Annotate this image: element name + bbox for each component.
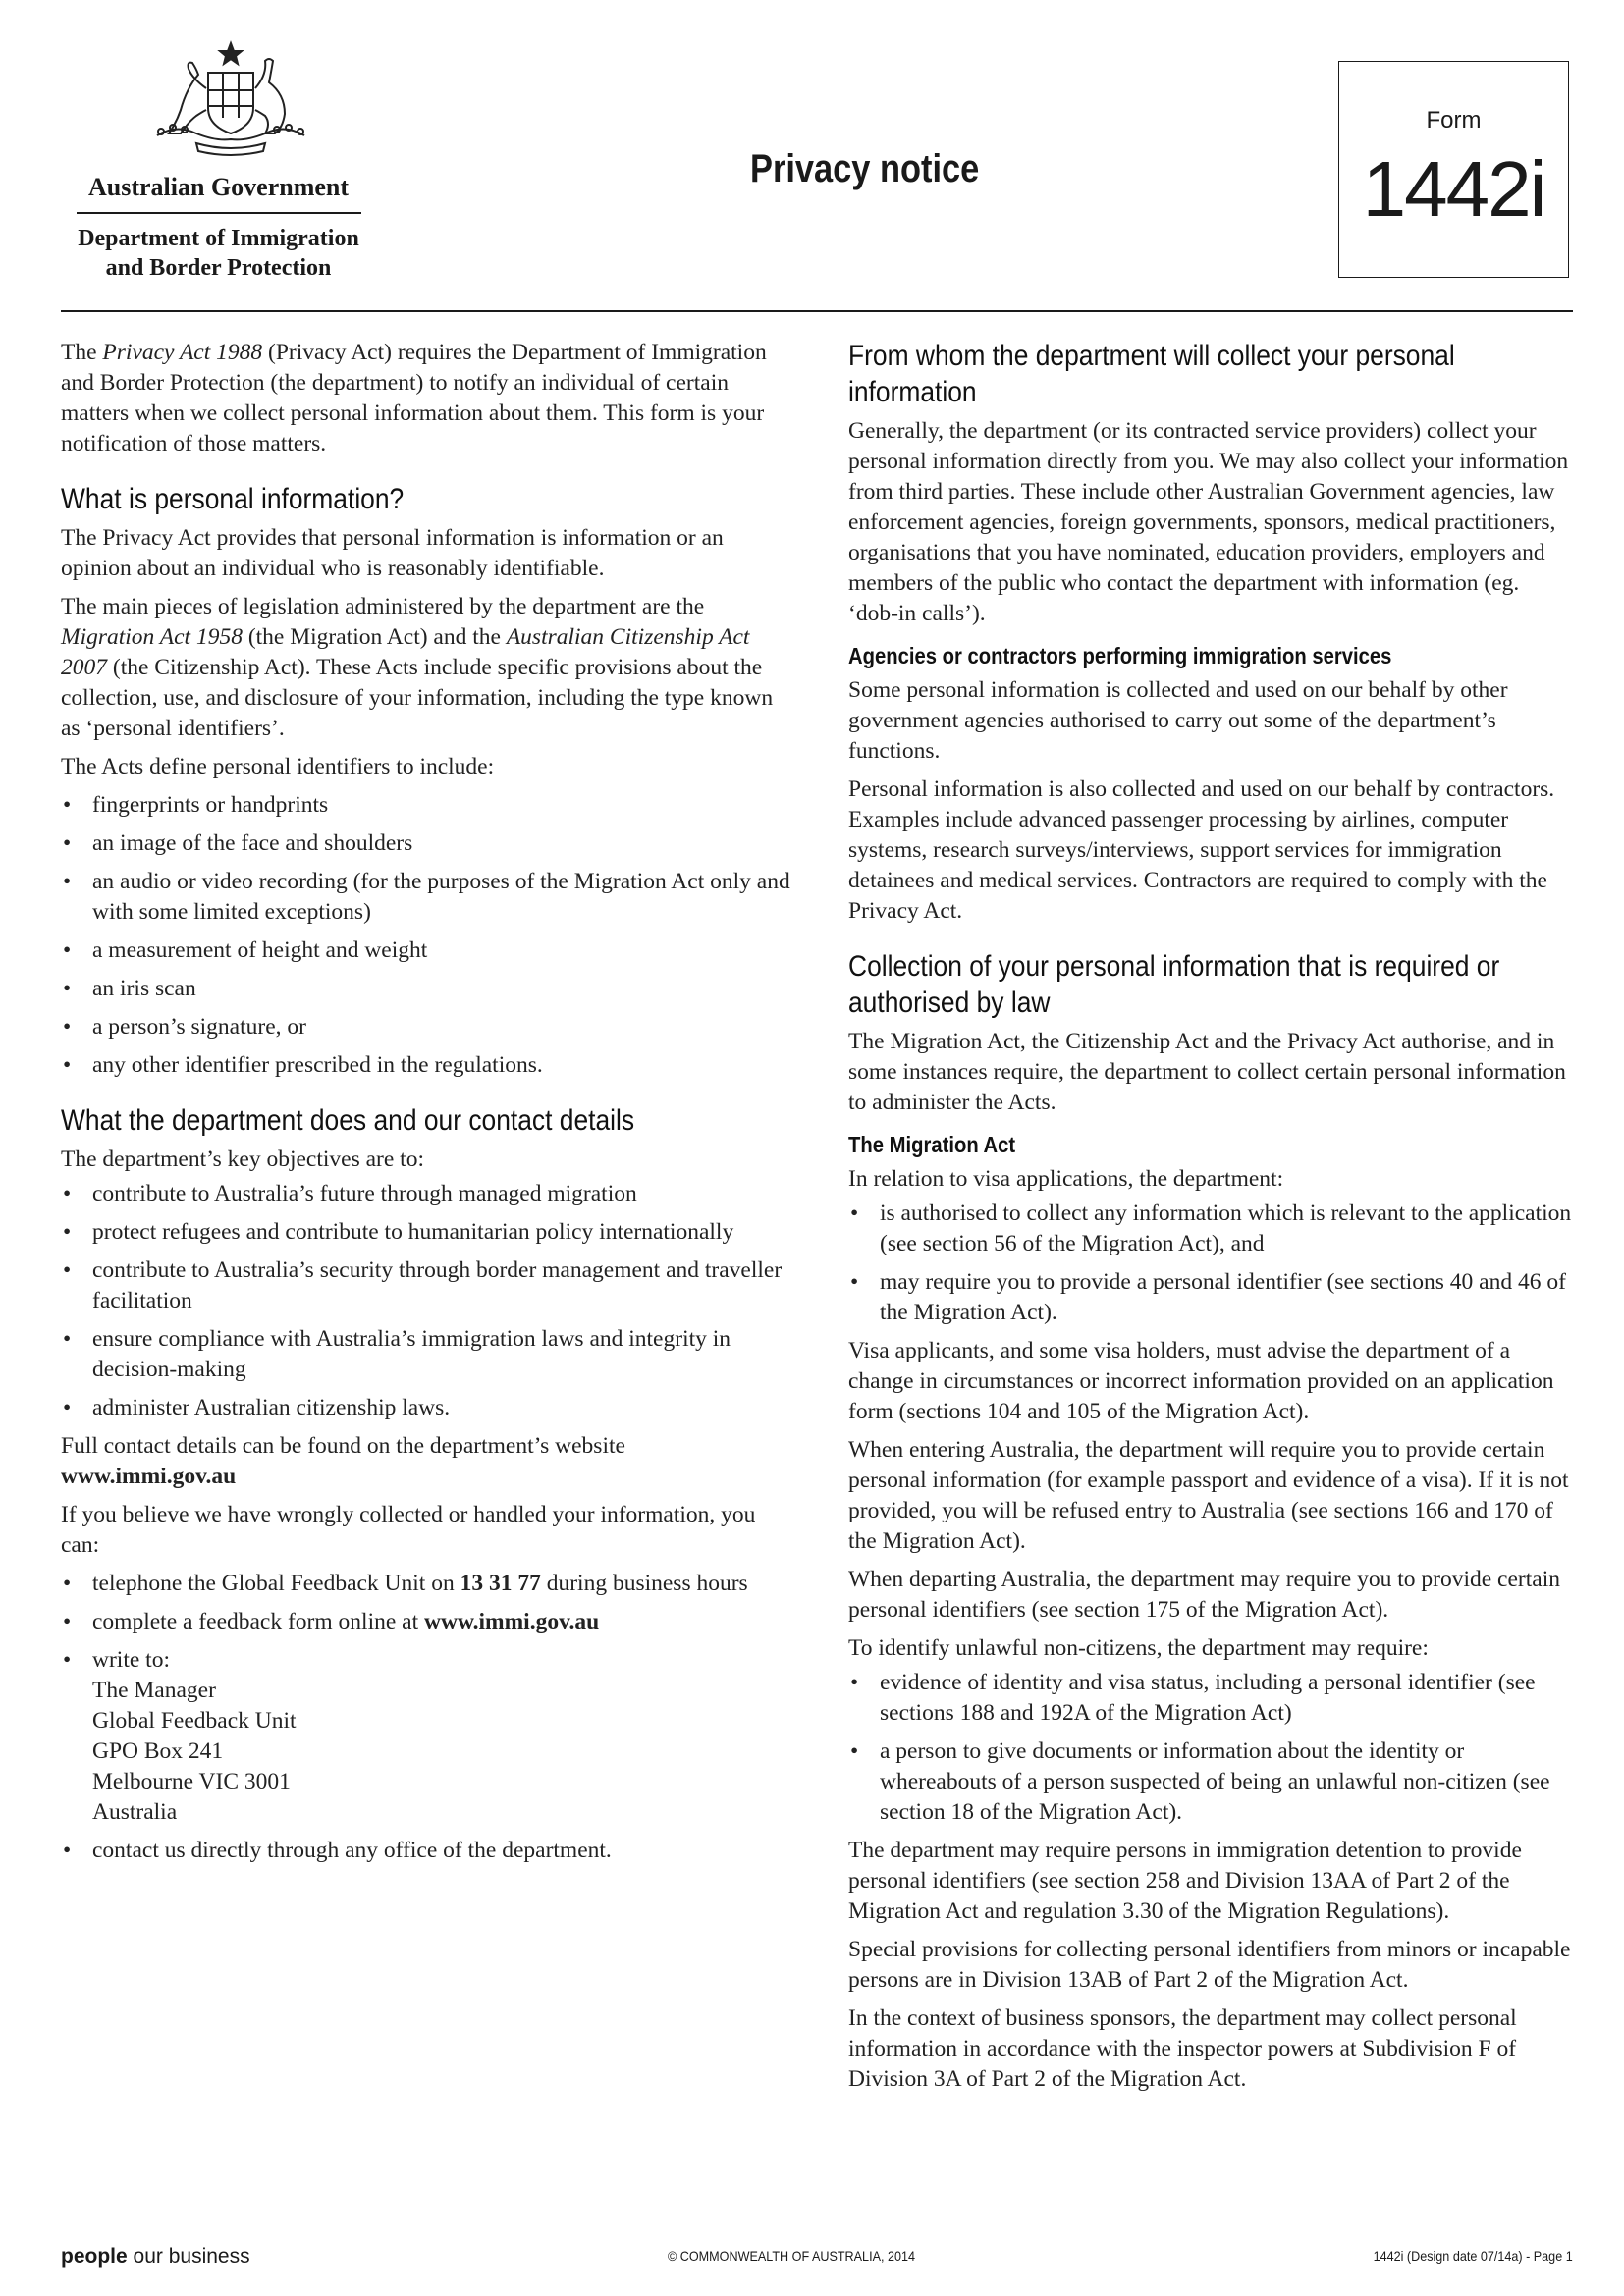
- department-name-line2: and Border Protection: [105, 255, 332, 281]
- list-item: • an image of the face and shoulders: [61, 828, 791, 859]
- migration-act-title: Migration Act 1958: [61, 624, 243, 650]
- address-line: Global Feedback Unit: [92, 1708, 297, 1734]
- feedback-link[interactable]: www.immi.gov.au: [424, 1609, 600, 1634]
- left-column: [61, 338, 791, 1874]
- government-name: Australian Government: [87, 173, 350, 201]
- unlawful-list: [848, 1668, 1575, 1828]
- citizenship-act-title: Australian Citizenship Act 2007: [61, 624, 750, 680]
- page-title: Privacy notice: [750, 147, 980, 190]
- list-item: • any other identifier prescribed in the regulations.: [61, 1050, 791, 1081]
- list-item: • contact us directly through any office of the department.: [61, 1836, 791, 1866]
- list-item: • protect refugees and contribute to humanitarian policy internationally: [61, 1217, 791, 1248]
- website-paragraph: [61, 1431, 791, 1492]
- complaint-intro: If you believe we have wrongly collected or handled your information, you can:: [61, 1502, 756, 1558]
- list-item: • a measurement of height and weight: [61, 935, 791, 966]
- privacy-act-title: Privacy Act 1988: [102, 340, 263, 365]
- identifiers-list: [61, 790, 791, 1081]
- government-divider: [77, 212, 361, 214]
- what-is-paragraph-3: The Acts define personal identifiers to include:: [61, 754, 495, 779]
- collection-paragraph-4: When entering Australia, the department will require you to provide certain personal information (for example passport and evidence of a visa). If it is not provided, you will be refused entry to Australia (see sections 166 and 170 of the Migration Act).: [848, 1437, 1569, 1554]
- collection-paragraph-3: Visa applicants, and some visa holders, must advise the department of a change in circumstances or incorrect information provided on an application form (sections 104 and 105 of the Migration Act).: [848, 1338, 1554, 1424]
- from-whom-paragraph-1: Generally, the department (or its contracted service providers) collect your personal information directly from you. We may also collect your information from third parties. These include other Australian Government agencies, law enforcement agencies, foreign governments, sponsors, medical practitioners, organisations that you have nominated, education providers, employers and members of the public who contact the department with information (eg. ‘dob-in calls’).: [848, 418, 1569, 626]
- complaint-options-list: [61, 1569, 791, 1866]
- collection-paragraph-9: In the context of business sponsors, the department may collect personal information in accordance with the inspector powers at Subdivision F of Division 3A of Part 2 of the Migration Act.: [848, 2005, 1517, 2092]
- phone-text: telephone the Global Feedback Unit on: [92, 1571, 460, 1596]
- list-item: • a person’s signature, or: [61, 1012, 791, 1042]
- form-label: Form: [1426, 107, 1482, 133]
- collection-paragraph-5: When departing Australia, the department may require you to provide certain personal identifiers (see section 175 of the Migration Act).: [848, 1567, 1560, 1623]
- list-item: • contribute to Australia’s security through border management and traveller facilitation: [61, 1255, 791, 1316]
- phone-number[interactable]: 13 31 77: [460, 1571, 541, 1596]
- intro-paragraph: [61, 338, 791, 459]
- address-line: Australia: [92, 1799, 178, 1825]
- visa-list: [848, 1199, 1575, 1328]
- list-item: • contribute to Australia’s future through managed migration: [61, 1179, 791, 1209]
- footer-page-info: 1442i (Design date 07/14a) - Page 1: [1373, 2248, 1573, 2264]
- address-line: The Manager: [92, 1678, 216, 1703]
- list-item: • an audio or video recording (for the purposes of the Migration Act only and with some limited exceptions): [61, 867, 791, 928]
- legislation-text: The main pieces of legislation administered by the department are the: [61, 594, 705, 619]
- phone-text-cont: during business hours: [540, 1571, 748, 1596]
- list-item: • ensure compliance with Australia’s immigration laws and integrity in decision-making: [61, 1324, 791, 1385]
- agencies-paragraph-2: Personal information is also collected and used on our behalf by contractors. Examples include advanced passenger processing by airlines, computer systems, research surveys/interviews, support services for immigration detainees and medical services. Contractors are required to comply with the Privacy Act.: [848, 776, 1555, 924]
- collection-paragraph-7: The department may require persons in immigration detention to provide personal identifiers (see section 258 and Division 13AA of Part 2 of the Migration Act and regulation 3.30 of the Migration Regulations).: [848, 1838, 1522, 1924]
- department-name-line1: Department of Immigration: [78, 226, 359, 251]
- list-item: • a person to give documents or information about the identity or whereabouts of a person suspected of being an unlawful non-citizen (see section 18 of the Migration Act).: [848, 1736, 1575, 1828]
- what-is-paragraph-2: [61, 592, 791, 744]
- objectives-intro: The department’s key objectives are to:: [61, 1147, 424, 1172]
- header-divider: [61, 310, 1573, 312]
- list-item: • may require you to provide a personal identifier (see sections 40 and 46 of the Migration Act).: [848, 1267, 1575, 1328]
- collection-paragraph-8: Special provisions for collecting personal identifiers from minors or incapable persons are in Division 13AB of Part 2 of the Migration Act.: [848, 1937, 1571, 1993]
- footer-brand-bold: people: [61, 2245, 128, 2268]
- footer-brand: [61, 2245, 250, 2269]
- collection-heading: Collection of your personal information that is required or authorised by law: [848, 950, 1500, 1019]
- website-text: Full contact details can be found on the department’s website: [61, 1433, 625, 1459]
- coat-of-arms-icon: [137, 39, 324, 157]
- intro-text: The: [61, 340, 103, 365]
- list-item: • an iris scan: [61, 974, 791, 1004]
- migration-act-heading: The Migration Act: [848, 1132, 1016, 1157]
- list-item: • evidence of identity and visa status, including a personal identifier (see sections 188 and 192A of the Migration Act): [848, 1668, 1575, 1729]
- legislation-text-end: (the Citizenship Act). These Acts include specific provisions about the collection, use, and disclosure of your information, including the type known as ‘personal identifiers’.: [61, 655, 774, 741]
- legislation-text-cont: (the Migration Act) and the: [242, 624, 507, 650]
- what-is-paragraph-1: The Privacy Act provides that personal information is information or an opinion about an individual who is reasonably identifiable.: [61, 525, 724, 581]
- department-name: [39, 224, 398, 283]
- right-column: [848, 338, 1575, 2103]
- address-line: Melbourne VIC 3001: [92, 1769, 291, 1794]
- footer-copyright: © COMMONWEALTH OF AUSTRALIA, 2014: [668, 2248, 915, 2264]
- list-item: • administer Australian citizenship laws.: [61, 1393, 791, 1423]
- from-whom-heading: From whom the department will collect your personal information: [848, 340, 1455, 408]
- what-is-heading: What is personal information?: [61, 483, 405, 515]
- list-item: [61, 1645, 791, 1828]
- contact-heading: What the department does and our contact details: [61, 1104, 635, 1137]
- agencies-paragraph-1: Some personal information is collected and used on our behalf by other government agencies authorised to carry out some of the department’s functions.: [848, 677, 1508, 764]
- address-line: GPO Box 241: [92, 1738, 224, 1764]
- intro-text-cont: (Privacy Act) requires the Department of Immigration and Border Protection (the department) to notify an individual of certain matters when we collect personal information about them. This form is your notification of those matters.: [61, 340, 767, 456]
- write-to-label: write to:: [92, 1647, 170, 1673]
- website-link[interactable]: www.immi.gov.au: [61, 1464, 237, 1489]
- form-number-box: [1338, 61, 1569, 278]
- agencies-heading: Agencies or contractors performing immigration services: [848, 643, 1392, 668]
- collection-paragraph-1: The Migration Act, the Citizenship Act and the Privacy Act authorise, and in some instances require, the department to collect certain personal information to administer the Acts.: [848, 1029, 1566, 1115]
- online-text: complete a feedback form online at: [92, 1609, 424, 1634]
- list-item: [61, 1569, 791, 1599]
- list-item: [61, 1607, 791, 1637]
- list-item: • is authorised to collect any information which is relevant to the application (see section 56 of the Migration Act), and: [848, 1199, 1575, 1259]
- collection-paragraph-6: To identify unlawful non-citizens, the department may require:: [848, 1635, 1429, 1661]
- objectives-list: [61, 1179, 791, 1423]
- visa-intro: In relation to visa applications, the department:: [848, 1166, 1284, 1192]
- list-item: • fingerprints or handprints: [61, 790, 791, 821]
- footer-brand-rest: our business: [127, 2245, 250, 2268]
- form-number: 1442i: [1362, 145, 1545, 233]
